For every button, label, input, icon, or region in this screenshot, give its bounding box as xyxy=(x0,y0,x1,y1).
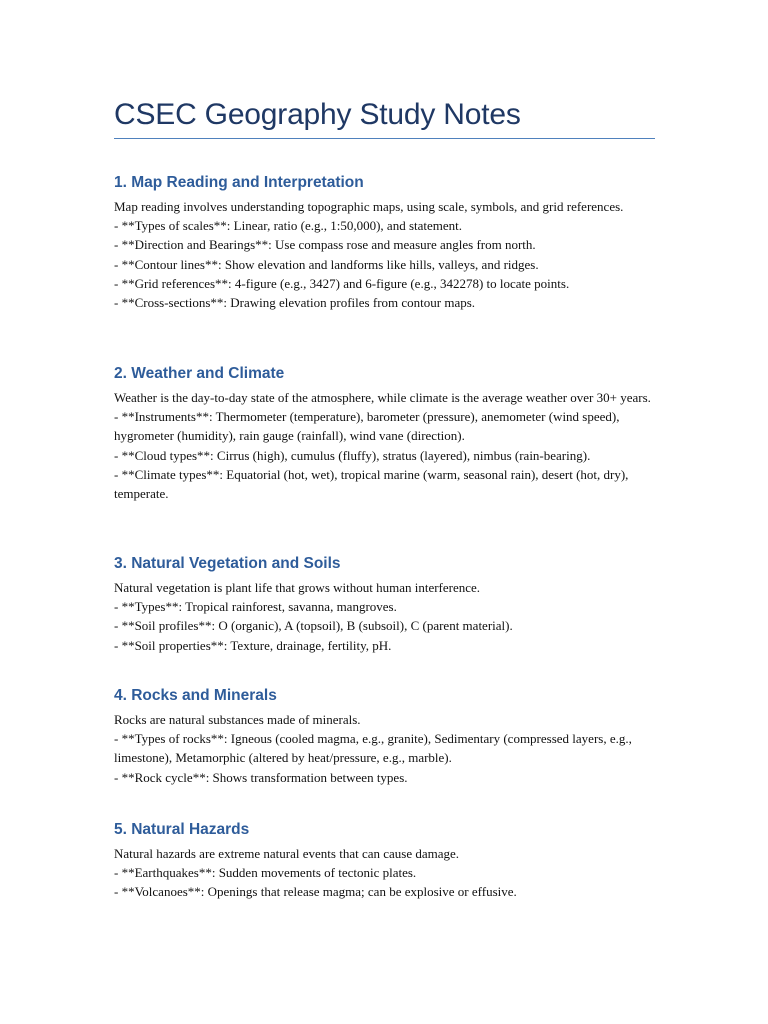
section-intro: Rocks are natural substances made of minerals. xyxy=(114,712,361,727)
bullet-item: - **Contour lines**: Show elevation and landforms like hills, valleys, and ridges. xyxy=(114,256,539,272)
section-heading: 4. Rocks and Minerals xyxy=(114,687,277,704)
bullet-item: - **Volcanoes**: Openings that release magma; can be explosive or effusive. xyxy=(114,884,517,900)
bullet-item: - **Rock cycle**: Shows transformation between types. xyxy=(114,769,408,785)
bullet-item: - **Soil properties**: Texture, drainage, fertility, pH. xyxy=(114,637,392,653)
bullet-item: - **Types of rocks**: Igneous (cooled magma, e.g., granite), Sedimentary (compressed layers, e.g., limestone), Metamorphic (altered by heat/pressure, e.g., marble). xyxy=(114,731,632,766)
section-heading: 2. Weather and Climate xyxy=(114,365,285,382)
bullet-item: - **Types**: Tropical rainforest, savanna, mangroves. xyxy=(114,599,397,615)
section-heading: 1. Map Reading and Interpretation xyxy=(114,174,364,191)
section-weather-climate xyxy=(114,363,655,503)
bullet-item: - **Climate types**: Equatorial (hot, wet), tropical marine (warm, seasonal rain), desert (hot, dry), temperate. xyxy=(114,466,629,502)
section-intro: Weather is the day-to-day state of the atmosphere, while climate is the average weather over 30+ years. xyxy=(114,390,651,405)
bullet-item: - **Direction and Bearings**: Use compass rose and measure angles from north. xyxy=(114,237,536,253)
bullet-item: - **Grid references**: 4-figure (e.g., 3427) and 6-figure (e.g., 342278) to locate points. xyxy=(114,275,570,291)
section-intro: Map reading involves understanding topographic maps, using scale, symbols, and grid references. xyxy=(114,199,624,214)
document-page xyxy=(114,96,655,900)
section-body xyxy=(114,388,655,503)
section-body xyxy=(114,197,655,312)
section-body xyxy=(114,710,655,787)
bullet-item: - **Cross-sections**: Drawing elevation profiles from contour maps. xyxy=(114,295,476,311)
document-title: CSEC Geography Study Notes xyxy=(114,98,521,131)
section-body xyxy=(114,578,655,655)
section-intro: Natural hazards are extreme natural events that can cause damage. xyxy=(114,846,460,861)
section-heading: 5. Natural Hazards xyxy=(114,821,250,838)
section-body xyxy=(114,844,655,902)
section-heading: 3. Natural Vegetation and Soils xyxy=(114,555,341,572)
bullet-item: - **Soil profiles**: O (organic), A (topsoil), B (subsoil), C (parent material). xyxy=(114,618,513,634)
section-vegetation-soils xyxy=(114,553,655,655)
section-intro: Natural vegetation is plant life that grows without human interference. xyxy=(114,580,481,595)
title-divider xyxy=(114,138,655,139)
bullet-item: - **Earthquakes**: Sudden movements of tectonic plates. xyxy=(114,865,417,881)
section-map-reading xyxy=(114,172,655,312)
section-rocks-minerals xyxy=(114,685,655,787)
bullet-item: - **Instruments**: Thermometer (temperature), barometer (pressure), anemometer (wind speed), hygrometer (humidity), rain gauge (rainfall), wind vane (direction). xyxy=(114,409,620,444)
bullet-item: - **Cloud types**: Cirrus (high), cumulus (fluffy), stratus (layered), nimbus (rain-bearing). xyxy=(114,447,591,463)
bullet-item: - **Types of scales**: Linear, ratio (e.g., 1:50,000), and statement. xyxy=(114,218,463,234)
section-natural-hazards xyxy=(114,819,655,902)
